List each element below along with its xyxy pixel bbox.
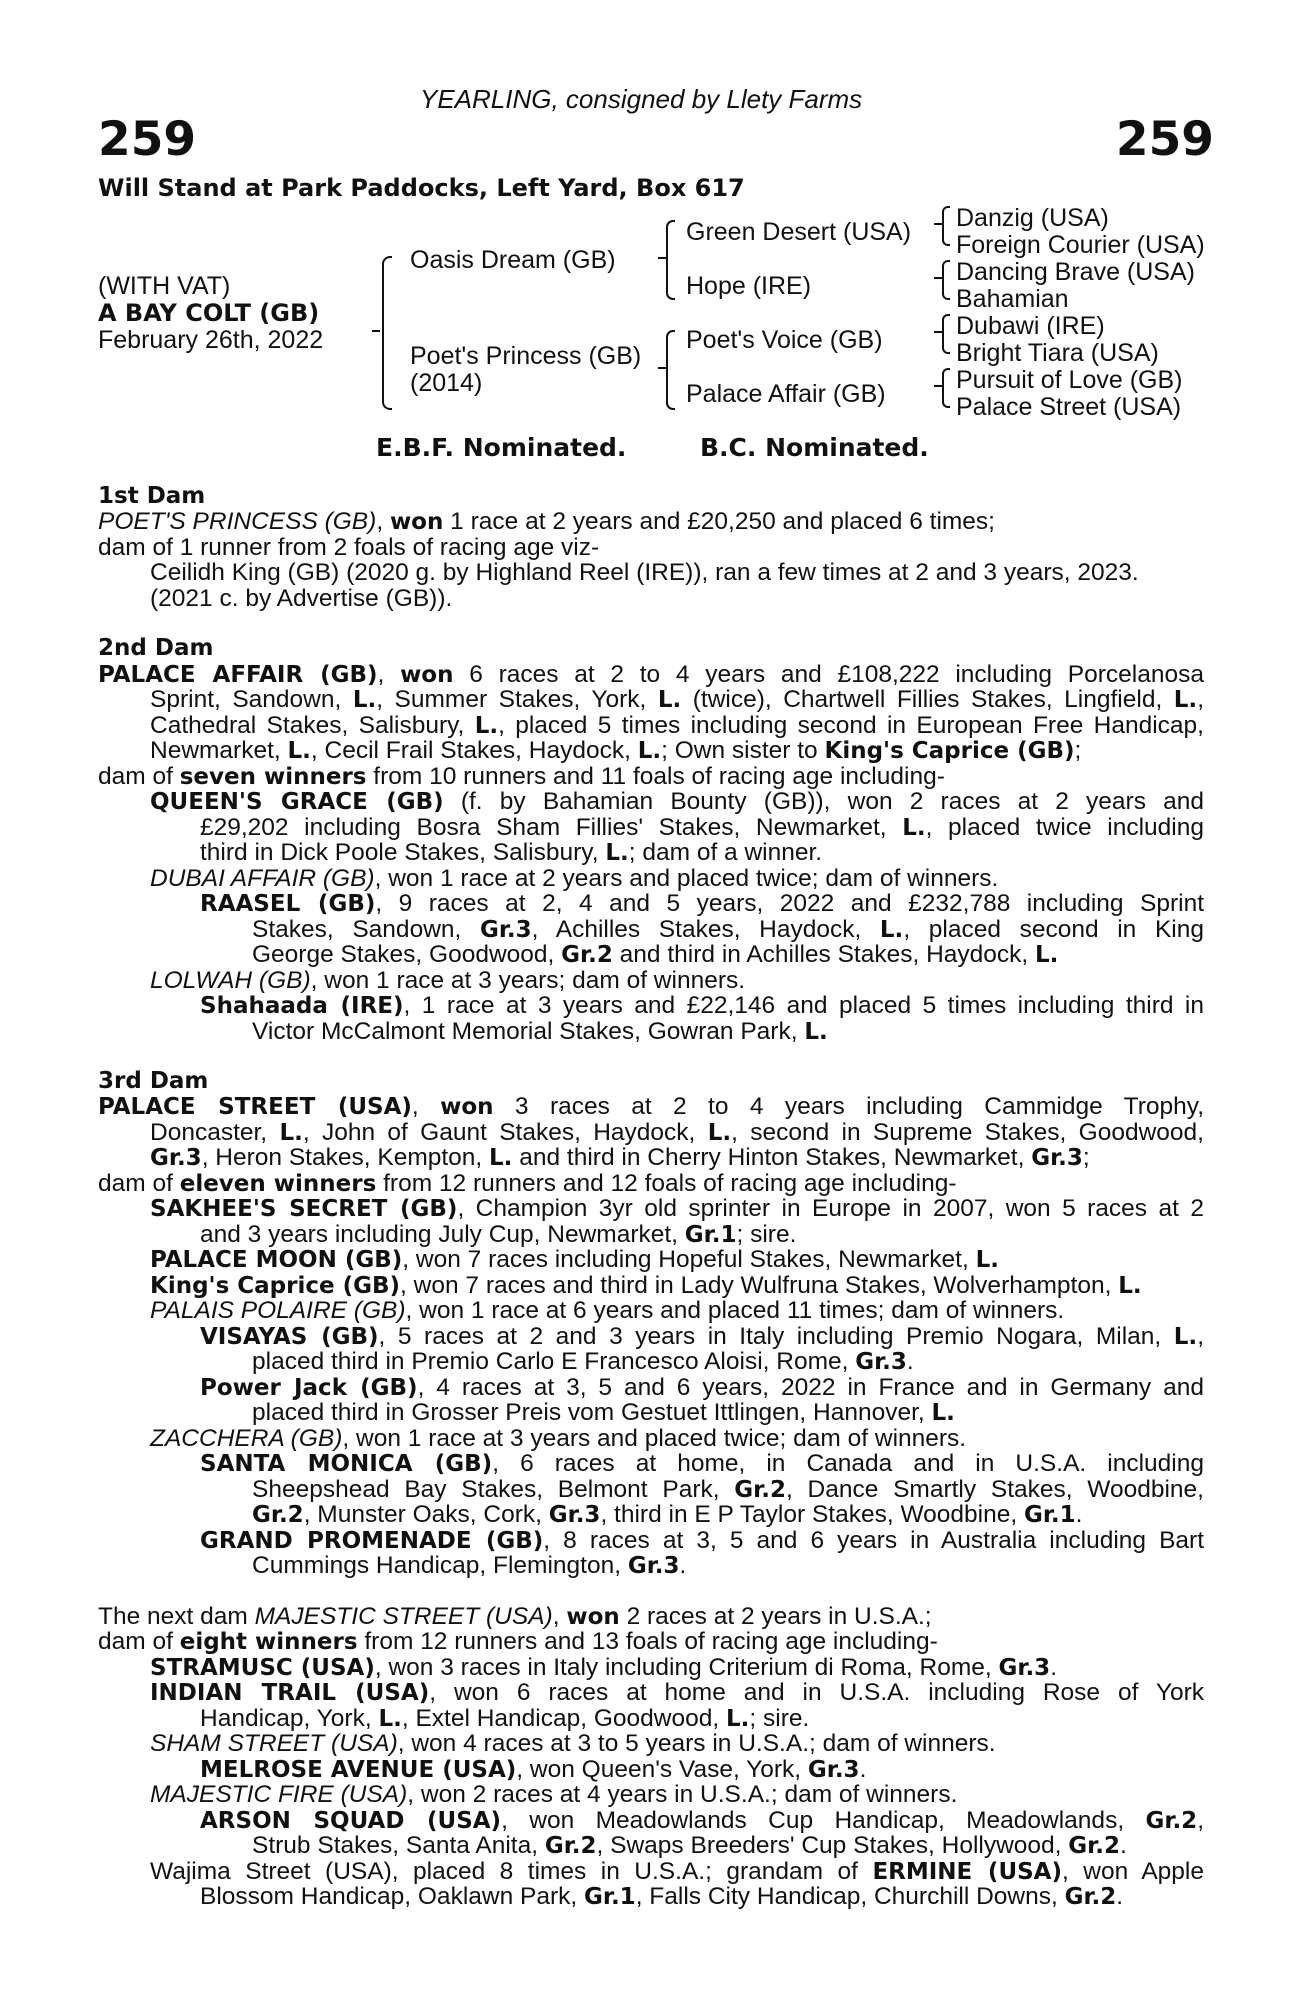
ancestor-2: Foreign Courier (USA) bbox=[956, 231, 1205, 259]
produce-entry: ZACCHERA (GB), won 1 race at 3 years and placed twice; dam of winners. bbox=[150, 1425, 967, 1452]
produce-entry: RAASEL (GB), 9 races at 2, 4 and 5 years, 2022 and £232,788 including Sprint bbox=[200, 891, 1204, 916]
produce-entry: SAKHEE'S SECRET (GB), Champion 3yr old sprinter in Europe in 2007, won 5 races at 2 bbox=[150, 1196, 1204, 1221]
lot-number-right: 259 bbox=[1115, 112, 1214, 167]
dam-sire: Poet's Voice (GB) bbox=[686, 326, 883, 354]
produce-entry: DUBAI AFFAIR (GB), won 1 race at 2 years and placed twice; dam of winners. bbox=[150, 865, 999, 892]
produce-entry: PALAIS POLAIRE (GB), won 1 race at 6 years and placed 11 times; dam of winners. bbox=[150, 1297, 1065, 1324]
produce-entry: Gr.2, Munster Oaks, Cork, Gr.3, third in E P Taylor Stakes, Woodbine, Gr.1. bbox=[252, 1501, 1083, 1528]
next-dam-line: The next dam MAJESTIC STREET (USA), won 2 races at 2 years in U.S.A.; bbox=[98, 1603, 932, 1630]
produce-entry: GRAND PROMENADE (GB), 8 races at 3, 5 and 6 years in Australia including Bart bbox=[200, 1528, 1204, 1553]
third-dam-line: PALACE STREET (USA), won 3 races at 2 to 4 years including Cammidge Trophy, bbox=[98, 1094, 1204, 1119]
produce-entry: INDIAN TRAIL (USA), won 6 races at home and in U.S.A. including Rose of York bbox=[150, 1680, 1204, 1705]
third-dam-line: Doncaster, L., John of Gaunt Stakes, Haydock, L., second in Supreme Stakes, Goodwood, bbox=[150, 1120, 1204, 1145]
brace-tick bbox=[658, 367, 666, 369]
ebf-nomination: E.B.F. Nominated. bbox=[376, 433, 627, 462]
brace-tick bbox=[934, 277, 942, 279]
ancestor-3: Dancing Brave (USA) bbox=[956, 258, 1195, 286]
brace-parents bbox=[382, 256, 392, 410]
produce-entry: QUEEN'S GRACE (GB) (f. by Bahamian Bounty (GB)), won 2 races at 2 years and bbox=[150, 789, 1204, 814]
produce-entry: SANTA MONICA (GB), 6 races at home, in Canada and in U.S.A. including bbox=[200, 1451, 1204, 1476]
brace-tick bbox=[658, 257, 666, 259]
produce-entry: (2021 c. by Advertise (GB)). bbox=[150, 585, 453, 612]
brace-tick bbox=[934, 385, 942, 387]
produce-entry: Cummings Handicap, Flemington, Gr.3. bbox=[252, 1552, 687, 1579]
produce-entry: Shahaada (IRE), 1 race at 3 years and £22,146 and placed 5 times including third in bbox=[200, 993, 1204, 1018]
sire-dam: Hope (IRE) bbox=[686, 272, 812, 300]
catalogue-subtitle: YEARLING, consigned by Llety Farms bbox=[420, 84, 863, 114]
ancestor-1: Danzig (USA) bbox=[956, 204, 1109, 232]
produce-entry: Victor McCalmont Memorial Stakes, Gowran Park, L. bbox=[252, 1018, 828, 1045]
horse-name: A BAY COLT (GB) bbox=[98, 299, 320, 327]
brace-tick bbox=[934, 331, 942, 333]
produce-entry: and 3 years including July Cup, Newmarket, Gr.1; sire. bbox=[200, 1221, 797, 1248]
next-dam-produce: dam of eight winners from 12 runners and 13 foals of racing age including- bbox=[98, 1628, 938, 1655]
produce-entry: placed third in Premio Carlo E Francesco Aloisi, Rome, Gr.3. bbox=[252, 1348, 914, 1375]
section-second-dam: 2nd Dam bbox=[98, 635, 214, 661]
produce-entry: Blossom Handicap, Oaklawn Park, Gr.1, Falls City Handicap, Churchill Downs, Gr.2. bbox=[200, 1883, 1124, 1910]
brace-sire-line bbox=[666, 220, 675, 300]
produce-entry: ARSON SQUAD (USA), won Meadowlands Cup Handicap, Meadowlands, Gr.2, bbox=[200, 1808, 1204, 1833]
second-dam-produce: dam of seven winners from 10 runners and 11 foals of racing age including- bbox=[98, 763, 945, 790]
produce-entry: £29,202 including Bosra Sham Fillies' Stakes, Newmarket, L., placed twice including bbox=[200, 815, 1204, 840]
first-dam-produce: dam of 1 runner from 2 foals of racing age viz- bbox=[98, 534, 600, 561]
dam-dam: Palace Affair (GB) bbox=[686, 380, 886, 408]
brace-g4 bbox=[942, 368, 950, 408]
produce-entry: Power Jack (GB), 4 races at 3, 5 and 6 years, 2022 in France and in Germany and bbox=[200, 1375, 1204, 1400]
produce-entry: LOLWAH (GB), won 1 race at 3 years; dam of winners. bbox=[150, 967, 746, 994]
produce-entry: Strub Stakes, Santa Anita, Gr.2, Swaps Breeders' Cup Stakes, Hollywood, Gr.2. bbox=[252, 1832, 1127, 1859]
sire-name: Oasis Dream (GB) bbox=[410, 246, 616, 274]
bc-nomination: B.C. Nominated. bbox=[700, 433, 929, 462]
section-first-dam: 1st Dam bbox=[98, 483, 206, 509]
second-dam-line: Newmarket, L., Cecil Frail Stakes, Haydock, L.; Own sister to King's Caprice (GB); bbox=[150, 737, 1082, 764]
produce-entry: PALACE MOON (GB), won 7 races including Hopeful Stakes, Newmarket, L. bbox=[150, 1246, 999, 1273]
sire-sire: Green Desert (USA) bbox=[686, 218, 912, 246]
ancestor-6: Bright Tiara (USA) bbox=[956, 339, 1159, 367]
produce-entry: STRAMUSC (USA), won 3 races in Italy including Criterium di Roma, Rome, Gr.3. bbox=[150, 1654, 1057, 1681]
third-dam-line: Gr.3, Heron Stakes, Kempton, L. and third in Cherry Hinton Stakes, Newmarket, Gr.3; bbox=[150, 1144, 1090, 1171]
produce-entry: King's Caprice (GB), won 7 races and third in Lady Wulfruna Stakes, Wolverhampton, L. bbox=[150, 1272, 1142, 1299]
ancestor-4: Bahamian bbox=[956, 285, 1069, 313]
brace-g3 bbox=[942, 314, 950, 354]
brace-g1 bbox=[942, 206, 950, 246]
produce-entry: Stakes, Sandown, Gr.3, Achilles Stakes, Haydock, L., placed second in King bbox=[252, 917, 1204, 942]
second-dam-line: Cathedral Stakes, Salisbury, L., placed 5 times including second in European Free Handicap, bbox=[150, 713, 1204, 738]
brace-tick bbox=[372, 330, 380, 332]
lot-number-left: 259 bbox=[98, 112, 197, 167]
produce-entry: Sheepshead Bay Stakes, Belmont Park, Gr.2, Dance Smartly Stakes, Woodbine, bbox=[252, 1477, 1204, 1502]
third-dam-produce: dam of eleven winners from 12 runners and 12 foals of racing age including- bbox=[98, 1170, 957, 1197]
produce-entry: MAJESTIC FIRE (USA), won 2 races at 4 years in U.S.A.; dam of winners. bbox=[150, 1781, 958, 1808]
ancestor-5: Dubawi (IRE) bbox=[956, 312, 1105, 340]
vat-note: (WITH VAT) bbox=[98, 272, 231, 300]
dam-year: (2014) bbox=[410, 369, 483, 397]
brace-g2 bbox=[942, 260, 950, 300]
produce-entry: Wajima Street (USA), placed 8 times in U.S.A.; grandam of ERMINE (USA), won Apple bbox=[150, 1859, 1204, 1884]
second-dam-line: Sprint, Sandown, L., Summer Stakes, York, L. (twice), Chartwell Fillies Stakes, Lingfield, L., bbox=[150, 687, 1204, 712]
produce-entry: third in Dick Poole Stakes, Salisbury, L.; dam of a winner. bbox=[200, 839, 823, 866]
produce-entry: Ceilidh King (GB) (2020 g. by Highland Reel (IRE)), ran a few times at 2 and 3 years, 2023. bbox=[150, 559, 1139, 586]
first-dam-line: POET'S PRINCESS (GB), won 1 race at 2 years and £20,250 and placed 6 times; bbox=[98, 508, 995, 535]
dam-name: Poet's Princess (GB) bbox=[410, 342, 642, 370]
brace-tick bbox=[934, 223, 942, 225]
second-dam-line: PALACE AFFAIR (GB), won 6 races at 2 to 4 years and £108,222 including Porcelanosa bbox=[98, 662, 1204, 687]
produce-entry: MELROSE AVENUE (USA), won Queen's Vase, York, Gr.3. bbox=[200, 1756, 867, 1783]
brace-dam-line bbox=[666, 330, 675, 410]
stand-location: Will Stand at Park Paddocks, Left Yard, Box 617 bbox=[98, 174, 745, 202]
produce-entry: Handicap, York, L., Extel Handicap, Goodwood, L.; sire. bbox=[200, 1705, 810, 1732]
produce-entry: George Stakes, Goodwood, Gr.2 and third in Achilles Stakes, Haydock, L. bbox=[252, 941, 1059, 968]
section-third-dam: 3rd Dam bbox=[98, 1068, 209, 1094]
ancestor-7: Pursuit of Love (GB) bbox=[956, 366, 1183, 394]
foaling-date: February 26th, 2022 bbox=[98, 326, 324, 354]
produce-entry: placed third in Grosser Preis vom Gestuet Ittlingen, Hannover, L. bbox=[252, 1399, 955, 1426]
produce-entry: VISAYAS (GB), 5 races at 2 and 3 years in Italy including Premio Nogara, Milan, L., bbox=[200, 1324, 1204, 1349]
produce-entry: SHAM STREET (USA), won 4 races at 3 to 5 years in U.S.A.; dam of winners. bbox=[150, 1730, 996, 1757]
ancestor-8: Palace Street (USA) bbox=[956, 393, 1182, 421]
